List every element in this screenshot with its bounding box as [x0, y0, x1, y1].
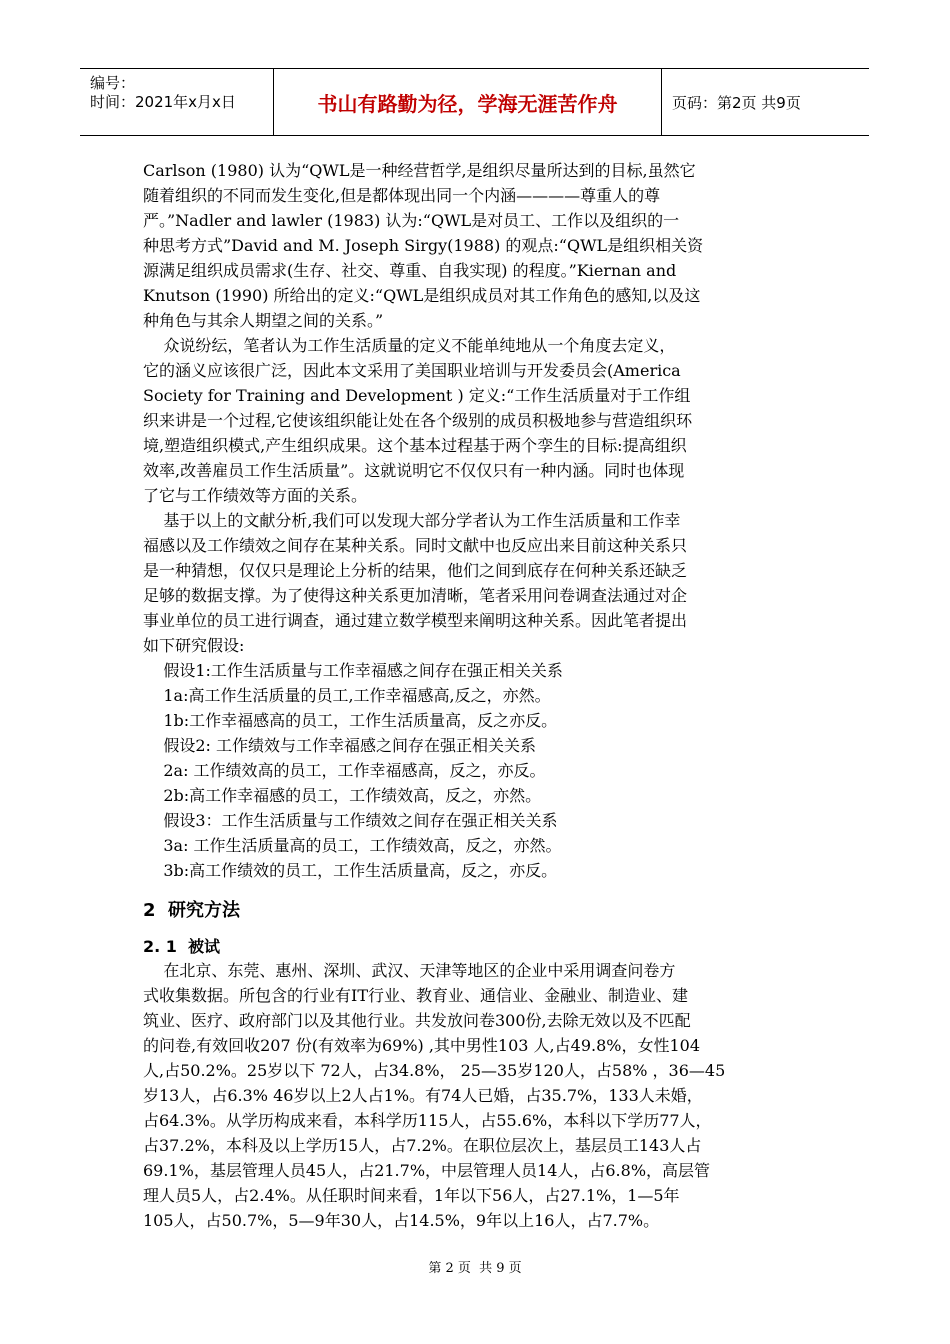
body-line: 式收集数据。所包含的行业有IT行业、教育业、通信业、金融业、制造业、建	[143, 986, 688, 1005]
body-line: 了它与工作绩效等方面的关系。	[143, 486, 368, 505]
header-date-label: 时间：2021年x月x日	[90, 93, 236, 111]
body-line: 的问卷,有效回收207 份(有效率为69%) ,其中男性103 人,占49.8%，女性104	[143, 1036, 701, 1055]
body-line: 严。”Nadler and lawler (1983) 认为:“QWL是对员工、工作以及组织的一	[143, 211, 680, 230]
body-line: 福感以及工作绩效之间存在某种关系。同时文献中也反应出来目前这种关系只	[143, 536, 688, 555]
body-line: 种思考方式”David and M. Joseph Sirgy(1988) 的观点:“QWL是组织相关资	[143, 236, 704, 255]
body-line: 境,塑造组织模式,产生组织成果。这个基本过程基于两个孪生的目标:提高组织	[143, 436, 687, 455]
body-line: Knutson (1990) 所给出的定义:“QWL是组织成员对其工作角色的感知,以及这	[143, 286, 701, 305]
body-line: Society for Training and Development ) 定义:“工作生活质量对于工作组	[143, 386, 691, 405]
body-line: 筑业、医疗、政府部门以及其他行业。共发放问卷300份,去除无效以及不匹配	[143, 1011, 691, 1030]
body-line: 它的涵义应该很广泛，因此本文采用了美国职业培训与开发委员会(America	[143, 361, 681, 380]
body-line: 人,占50.2%。25岁以下 72人，占34.8%， 25—35岁120人，占58% ，36—45	[143, 1061, 726, 1080]
page-header	[80, 68, 869, 136]
subsection-heading: 2. 1 被试	[143, 937, 221, 956]
header-motto: 书山有路勤为径，学海无涯苦作舟	[274, 69, 662, 135]
body-line: 织来讲是一个过程,它使该组织能让处在各个级别的成员积极地参与营造组织环	[143, 411, 693, 430]
body-line: 占64.3%。从学历构成来看，本科学历115人，占55.6%，本科以下学历77人，	[143, 1111, 712, 1130]
body-line: Carlson (1980) 认为“QWL是一种经营哲学,是组织尽量所达到的目标,虽然它	[143, 161, 696, 180]
hypothesis-line: 1b:工作幸福感高的员工，工作生活质量高，反之亦反。	[143, 711, 558, 730]
hypothesis-line: 2b:高工作幸福感的员工，工作绩效高，反之，亦然。	[143, 786, 542, 805]
hypothesis-line: 假设2: 工作绩效与工作幸福感之间存在强正相关关系	[143, 736, 537, 755]
section-heading: 2 研究方法	[143, 900, 241, 921]
body-line: 足够的数据支撑。为了使得这种关系更加清晰，笔者采用问卷调查法通过对企	[143, 586, 688, 605]
hypothesis-line: 假设3：工作生活质量与工作绩效之间存在强正相关关系	[143, 811, 558, 830]
body-line: 是一种猜想，仅仅只是理论上分析的结果，他们之间到底存在何种关系还缺乏	[143, 561, 688, 580]
header-page-label: 页码：第2页 共9页	[672, 93, 801, 112]
body-line: 105人，占50.7%，5—9年30人，占14.5%，9年以上16人，占7.7%。	[143, 1211, 660, 1230]
body-line: 效率,改善雇员工作生活质量”。这就说明它不仅仅只有一种内涵。同时也体现	[143, 461, 685, 480]
hypothesis-line: 2a: 工作绩效高的员工，工作幸福感高，反之，亦反。	[143, 761, 546, 780]
body-line: 69.1%，基层管理人员45人，占21.7%，中层管理人员14人，占6.8%，高层管	[143, 1161, 711, 1180]
hypothesis-line: 1a:高工作生活质量的员工,工作幸福感高,反之，亦然。	[143, 686, 551, 705]
header-meta	[80, 69, 274, 135]
body-line: 事业单位的员工进行调查，通过建立数学模型来阐明这种关系。因此笔者提出	[143, 611, 688, 630]
body-line: 岁13人，占6.3% 46岁以上2人占1%。有74人已婚，占35.7%，133人未婚，	[143, 1086, 703, 1105]
header-number-label: 编号：	[90, 74, 136, 92]
hypothesis-line: 3a: 工作生活质量高的员工，工作绩效高，反之，亦然。	[143, 836, 562, 855]
body-line: 种角色与其余人期望之间的关系。”	[143, 311, 384, 330]
body-line: 众说纷纭，笔者认为工作生活质量的定义不能单纯地从一个角度去定义，	[143, 336, 676, 355]
page-footer: 第 2 页 共 9 页	[428, 1261, 522, 1276]
body-line: 如下研究假设:	[143, 636, 245, 655]
hypothesis-line: 假设1:工作生活质量与工作幸福感之间存在强正相关关系	[143, 661, 563, 680]
body-line: 理人员5人，占2.4%。从任职时间来看，1年以下56人，占27.1%，1—5年	[143, 1186, 680, 1205]
body-line: 占37.2%，本科及以上学历15人，占7.2%。在职位层次上，基层员工143人占	[143, 1136, 702, 1155]
body-line: 源满足组织成员需求(生存、社交、尊重、自我实现) 的程度。”Kiernan and	[143, 261, 677, 280]
body-line: 在北京、东莞、惠州、深圳、武汉、天津等地区的企业中采用调查问卷方	[143, 961, 676, 980]
hypothesis-line: 3b:高工作绩效的员工，工作生活质量高，反之，亦反。	[143, 861, 558, 880]
body-line: 基于以上的文献分析,我们可以发现大部分学者认为工作生活质量和工作幸	[143, 511, 681, 530]
body-line: 随着组织的不同而发生变化,但是都体现出同一个内涵————尊重人的尊	[143, 186, 661, 205]
